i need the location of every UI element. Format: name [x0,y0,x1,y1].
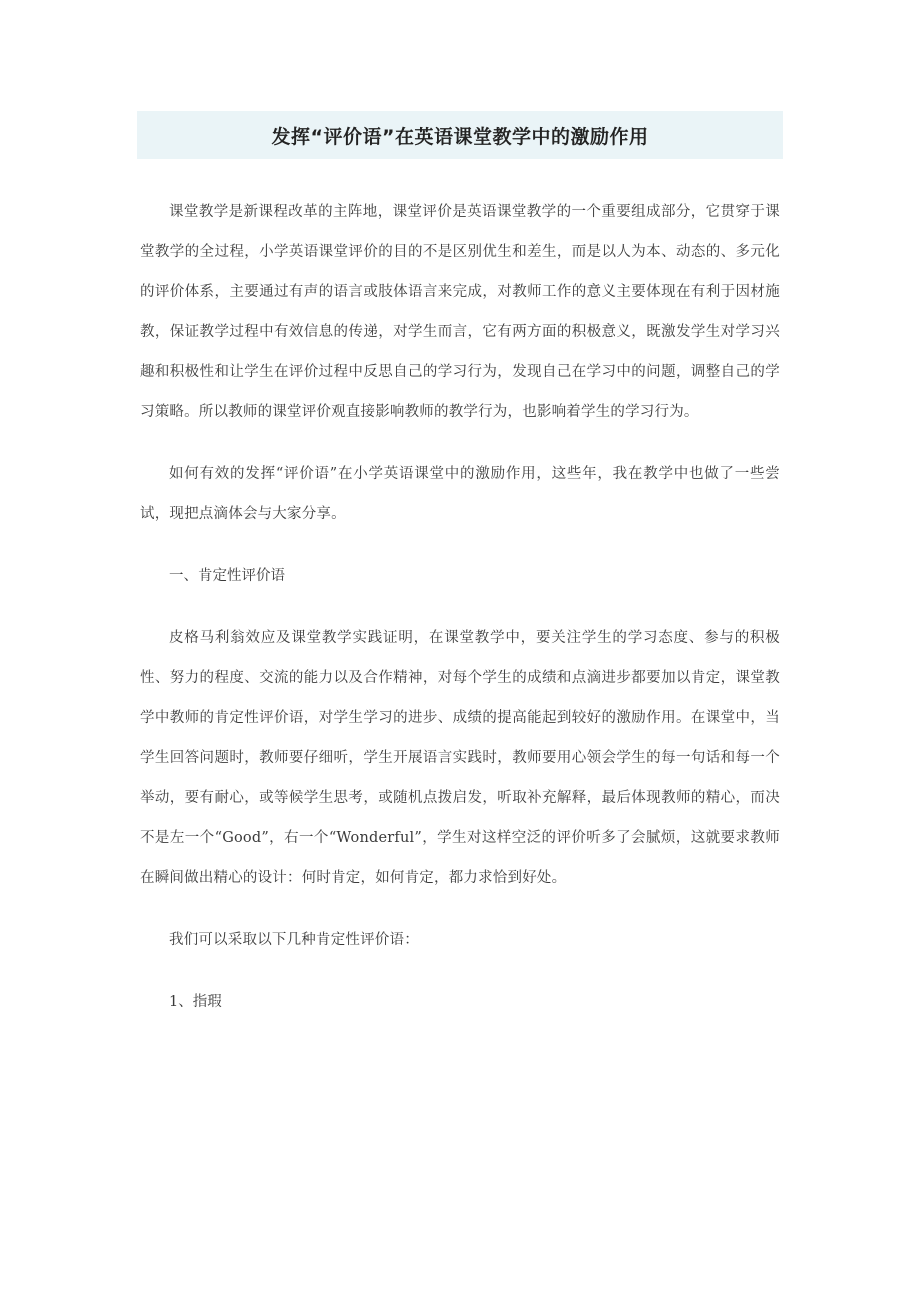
document-body [140,192,780,1044]
document-title: 发挥“评价语”在英语课堂教学中的激励作用 [271,125,649,148]
intro-paragraph: 课堂教学是新课程改革的主阵地，课堂评价是英语课堂教学的一个重要组成部分，它贯穿于课堂教学的全过程，小学英语课堂评价的目的不是区别优生和差生，而是以人为本、动态的、多元化的评价体系，主要通过有声的语言或肢体语言来完成，对教师工作的意义主要体现在有利于因材施教，保证教学过程中有效信息的传递，对学生而言，它有两方面的积极意义，既激发学生对学习兴趣和积极性和让学生在评价过程中反思自己的学习行为，发现自己在学习中的问题，调整自己的学习策略。所以教师的课堂评价观直接影响教师的教学行为，也影响着学生的学习行为。 [140,204,780,420]
section-heading: 一、肯定性评价语 [169,568,285,584]
section-intro: 我们可以采取以下几种肯定性评价语： [169,932,419,948]
title-banner [137,111,783,159]
section-paragraph: 皮格马利翁效应及课堂教学实践证明，在课堂教学中，要关注学生的学习态度、参与的积极性、努力的程度、交流的能力以及合作精神，对每个学生的成绩和点滴进步都要加以肯定，课堂教学中教师的肯定性评价语，对学生学习的进步、成绩的提高能起到较好的激励作用。在课堂中，当学生回答问题时，教师要仔细听，学生开展语言实践时，教师要用心领会学生的每一句话和每一个举动，要有耐心，或等候学生思考，或随机点拨启发，听取补充解释，最后体现教师的精心，而决不是左一个“Good”，右一个“Wonderful”，学生对这样空泛的评价听多了会腻烦，这就要求教师在瞬间做出精心的设计：何时肯定，如何肯定，都力求恰到好处。 [140,630,780,886]
sub-heading: 1、指瑕 [169,994,222,1010]
purpose-paragraph: 如何有效的发挥“评价语”在小学英语课堂中的激励作用，这些年，我在教学中也做了一些尝试，现把点滴体会与大家分享。 [140,466,780,522]
